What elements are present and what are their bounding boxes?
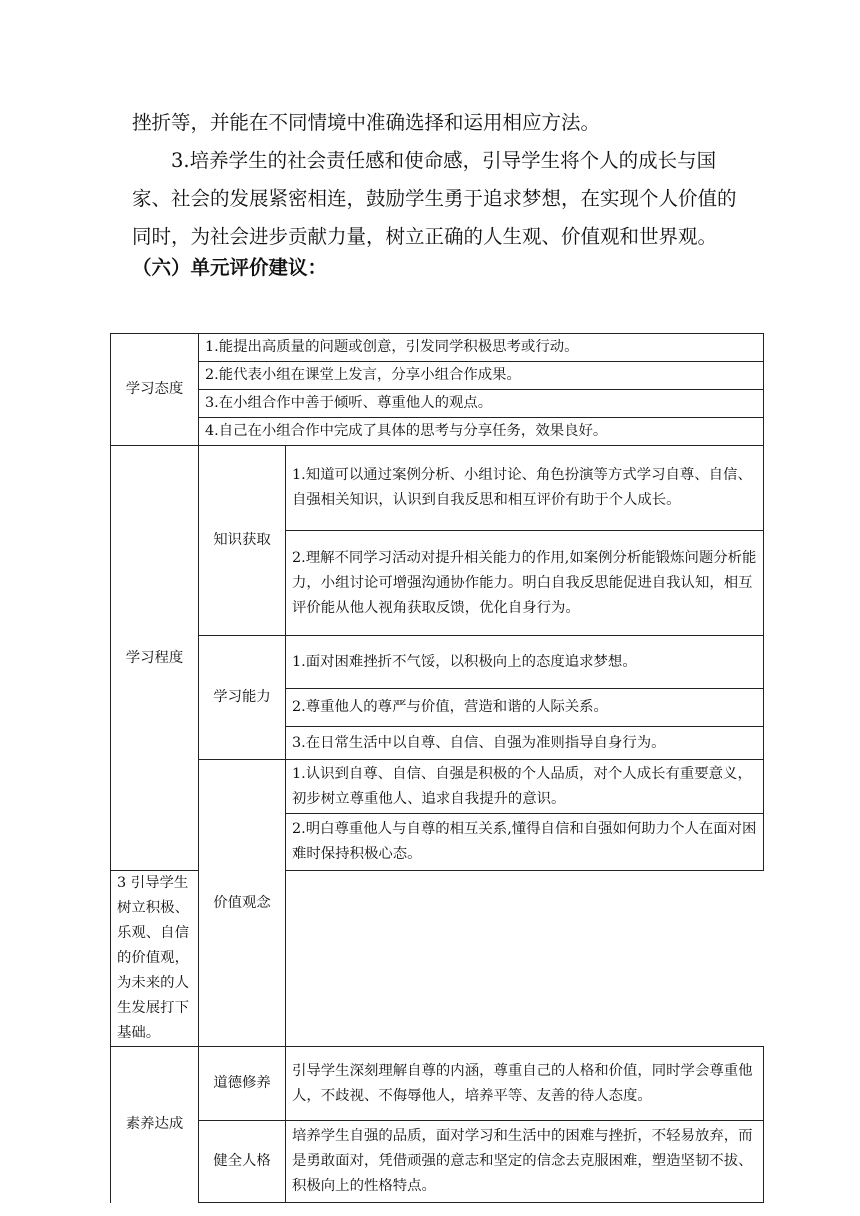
table-row [111,446,764,531]
subcategory-ability: 学习能力 [199,636,286,760]
table-row [111,334,764,362]
personality-text: 培养学生自强的品质，面对学习和生活中的困难与挫折，不轻易放弃，而是勇敢面对，凭借顽强的意志和坚定的信念去克服困难，塑造坚韧不拔、积极向上的性格特点。 [286,1121,764,1203]
table-row [111,760,764,814]
table-row [111,636,764,689]
paragraph-goal-3: 3.培养学生的社会责任感和使命感，引导学生将个人的成长与国家、社会的发展紧密相连，鼓励学生勇于追求梦想，在实现个人价值的同时，为社会进步贡献力量，树立正确的人生观、价值观和世界观。 [132,149,737,248]
ability-item: 2.尊重他人的尊严与价值，营造和谐的人际关系。 [286,689,764,727]
category-literacy: 素养达成 [111,1047,199,1203]
knowledge-item: 1.知道可以通过案例分析、小组讨论、角色扮演等方式学习自尊、自信、自强相关知识，认识到自我反思和相互评价有助于个人成长。 [286,446,764,531]
attitude-item: 4.自己在小组合作中完成了具体的思考与分享任务，效果良好。 [199,418,764,446]
section-heading: （六）单元评价建议： [132,256,328,279]
values-item: 2.明白尊重他人与自尊的相互关系,懂得自信和自强如何助力个人在面对困难时保持积极心态。 [286,814,764,871]
table-row [111,390,764,418]
values-item: 1.认识到自尊、自信、自强是积极的个人品质，对个人成长有重要意义，初步树立尊重他人、追求自我提升的意识。 [286,760,764,814]
attitude-item: 2.能代表小组在课堂上发言，分享小组合作成果。 [199,362,764,390]
evaluation-table [110,333,764,1203]
subcategory-knowledge: 知识获取 [199,446,286,636]
subcategory-personality: 健全人格 [199,1121,286,1203]
moral-text: 引导学生深刻理解自尊的内涵，尊重自己的人格和价值，同时学会尊重他人，不歧视、不侮辱他人，培养平等、友善的待人态度。 [286,1047,764,1121]
table-row [111,1121,764,1203]
ability-item: 1.面对困难挫折不气馁，以积极向上的态度追求梦想。 [286,636,764,689]
table-row [111,362,764,390]
attitude-item: 1.能提出高质量的问题或创意，引发同学积极思考或行动。 [199,334,764,362]
subcategory-values: 价值观念 [199,760,286,1047]
knowledge-item: 2.理解不同学习活动对提升相关能力的作用,如案例分析能锻炼问题分析能力，小组讨论可增强沟通协作能力。明白自我反思能促进自我认知，相互评价能从他人视角获取反馈，优化自身行为。 [286,531,764,636]
category-degree: 学习程度 [111,446,199,871]
table-row [111,418,764,446]
subcategory-moral: 道德修养 [199,1047,286,1121]
values-item: 3 引导学生树立积极、乐观、自信的价值观，为未来的人生发展打下基础。 [111,871,199,1047]
attitude-item: 3.在小组合作中善于倾听、尊重他人的观点。 [199,390,764,418]
ability-item: 3.在日常生活中以自尊、自信、自强为准则指导自身行为。 [286,727,764,760]
table-row [111,1047,764,1121]
paragraph-continuation: 挫折等，并能在不同情境中准确选择和运用相应方法。 [132,111,601,134]
category-attitude: 学习态度 [111,334,199,446]
